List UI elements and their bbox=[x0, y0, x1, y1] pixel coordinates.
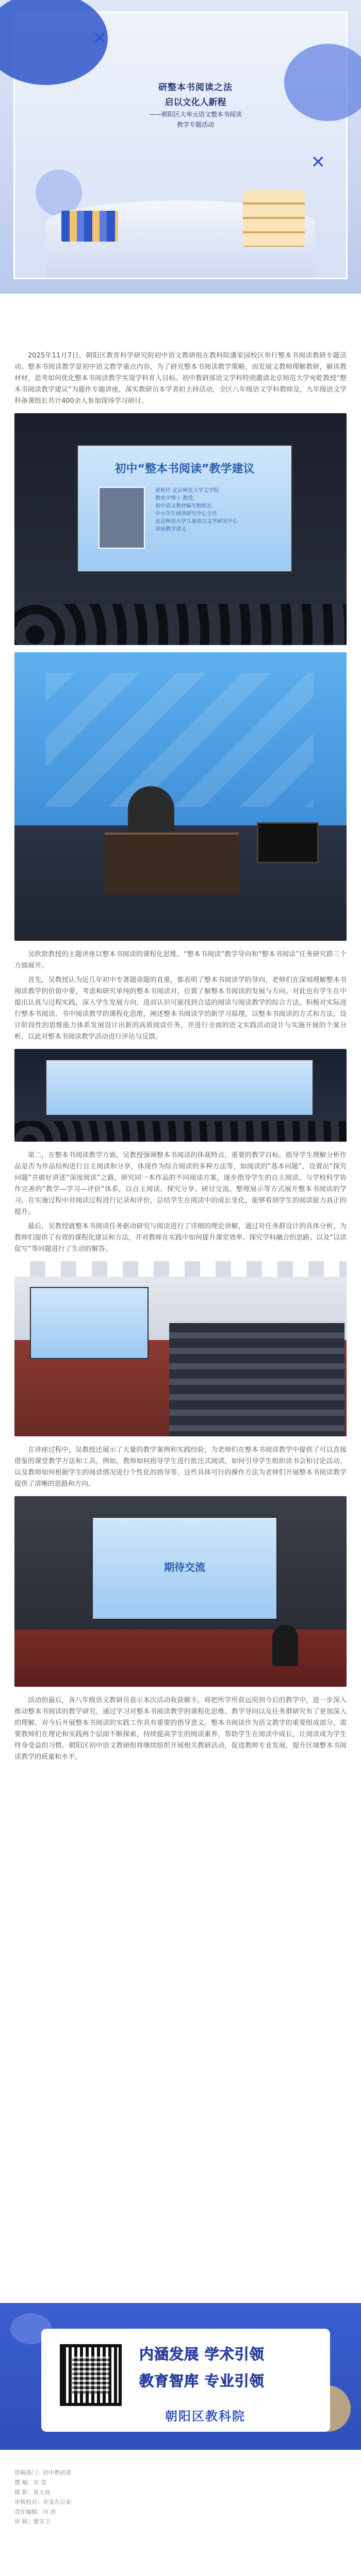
footer-brand: 朝阳区教科院 bbox=[165, 2409, 245, 2424]
credits-block bbox=[14, 2468, 71, 2527]
slide-line: 初中语文教材编写组组长 bbox=[155, 503, 212, 509]
article-body bbox=[14, 330, 347, 1763]
banner-blob-decoration bbox=[284, 44, 361, 121]
audience-rows bbox=[169, 1323, 344, 1436]
projected-slide bbox=[45, 1059, 314, 1116]
event-photo-slide bbox=[14, 413, 347, 645]
banner-title bbox=[123, 80, 268, 129]
credit-line: 摄 影：易大成 bbox=[14, 2489, 51, 2496]
banner-frame bbox=[13, 11, 348, 279]
footer-slogan-2: 教育智库 专业引领 bbox=[139, 2372, 265, 2389]
banner-subtitle-line2: 教学专题活动 bbox=[176, 121, 214, 128]
slide-body bbox=[155, 487, 238, 533]
cross-icon: ✕ bbox=[310, 152, 325, 173]
event-photo-wide-screen bbox=[14, 1049, 347, 1142]
article-paragraph: 首先，吴教授认为近几年初中专著题命题的直重，都表明了整本书阅读学的导向，老师们在深刻理解整本书阅读教学的价值中要，考虑和研究单纯的整本书阅读对，位置了解整本书阅读的发展与方向。对此也有学生在中提出认真与过程实践，深入学生发展方向，进而认识可能找到合适的阅读与阅读教学的综合方法。积极对实际进行整本书阅读、书中阅读教学的课程化思维，阐述整本书阅读学的新学习原理，以整本书阅读的方式和方法，设计阶段性的思维能力体系发展设计出新的高质阅读任务，并进行全面的语文实践活动设计与实施开展的个案分析，以此对整本书阅读教学活动进行评估与反馈。 bbox=[14, 976, 347, 1041]
bookshelf-illustration bbox=[243, 190, 305, 247]
speaker-portrait bbox=[99, 487, 145, 549]
projected-slide bbox=[92, 1517, 277, 1620]
slide-closing-text: 期待交流 bbox=[164, 1561, 205, 1573]
event-photo-speaker bbox=[14, 652, 347, 941]
event-photo-closing bbox=[14, 1496, 347, 1687]
slide-line: 教育学博士 教授， bbox=[155, 496, 199, 501]
credit-line: 审 核：董宋卫 bbox=[14, 2518, 51, 2525]
slide-line: 讲座教学讲义 bbox=[155, 527, 186, 532]
credit-line: 供稿部门：初中教研部 bbox=[14, 2469, 71, 2476]
banner-blob-decoration bbox=[0, 0, 108, 85]
stage-screen-glow bbox=[45, 673, 314, 807]
audience-silhouettes bbox=[14, 604, 347, 645]
audience-silhouettes bbox=[14, 1121, 347, 1142]
slide-line: 北京师范大学儿童语言文学研究中心 bbox=[155, 519, 238, 524]
event-photo-auditorium bbox=[14, 1261, 347, 1436]
footer-slogan-1: 内涵发展 学术引领 bbox=[139, 2346, 265, 2363]
podium-desk bbox=[105, 833, 239, 894]
footer-inner-panel bbox=[41, 2329, 330, 2432]
slide-line: 中小学生阅读研究中心主任 bbox=[155, 511, 217, 517]
header-banner bbox=[0, 0, 361, 294]
laptop bbox=[257, 822, 319, 863]
credit-line: 责任编辑：田 浩 bbox=[14, 2509, 56, 2515]
slide-title: 初中“整本书阅读”教学建议 bbox=[114, 463, 255, 476]
banner-title-line2: 启以文化人新程 bbox=[165, 97, 226, 108]
footer-promo-card bbox=[0, 2303, 361, 2450]
article-paragraph: 第二，在整本书阅读教学方面，吴教授强调整本书阅读的体裁特点，重要的教学目标，指导学生理解分析作品是否为作品结构进行自主阅读和分享，体现作为综合阅读的多种方法等，如阅读的“基本问题”，设置出“探究问题”并做好讲述“深度阅读”之路，研究同一本作品的不同阅读方案，逐步指导学生的自主阅读，与学校科学协作完善的“教学—学习—评价”体系，以自主阅读、探究分享、研讨交流、整理展示等方式展开整本书阅读的学习，在实施过程中对阅读过程进行记录和评价，总结学生在阅读中的成长变化，能够看到学生的阅读能力真正的提升。 bbox=[14, 1151, 347, 1216]
side-screen bbox=[30, 1287, 149, 1359]
credit-line: 撰 稿：宋 莹 bbox=[14, 2479, 46, 2486]
cross-icon: ✕ bbox=[92, 28, 107, 49]
article-paragraph: 最后，吴教授就整本书阅读任务驱动研究与阅读进行了详细的理论讲解，通过对任务群设计的具体分析，为教师们提供了有效的课程化建议和方法，并对教师在实践中如何提升课堂效率、探究学科融合的思路、以及“以读促写”等问题进行了生动的解答。 bbox=[14, 1223, 347, 1253]
slide-line: 张秋玲 北京师范大学文学院 bbox=[155, 488, 219, 494]
credit-line: 审核校对：宋莹办公室 bbox=[14, 2499, 71, 2505]
banner-subtitle-line1: ——朝阳区大单元语文整本书阅读 bbox=[149, 111, 242, 118]
article-paragraph: 2025年11月7日，朝阳区教育科学研究院初中语文教研组在教科院潘家园校区举行整本书阅读教研专题活动。整本书阅读教学是初中语文教学重点内容，为了研究整本书阅读教学策略，而发展文教师理解教研，解读教材材，思考如何优化整本书阅读教学实现学科育人目标。初中教研部语文学科特别邀请北京师范大学宛乾教授“整本书阅读教学建议”为题作专题讲座，落实教研员本学者担主持活动，全区八年级语文学科教师及，九年级语文学科备课组长共计400余人参加现场学习研讨。 bbox=[14, 352, 347, 405]
books-illustration bbox=[61, 211, 118, 242]
article-paragraph: 吴欣歆教授的主题讲座以整本书阅读的课程化思维、“整本书阅读”教学导向和“整本书阅读”任务研究群三个方面展开。 bbox=[14, 951, 347, 970]
qr-code-icon[interactable] bbox=[60, 2344, 122, 2406]
article-paragraph: 活动的最后，各八年级语文教研员表示本次活动收获颇丰，将把所学所获运用到今后的教学中，进一步深入推动整本书阅读的教学研究，通过学习对整本书阅读教学的课程化思维、教学导向以及任务群研究有了更加深入的理解，对今后开展整本书阅读的实践工作具有重要的指导意义。整本书阅读作为语文教学的重要组成部分，需要教师们在理论和实践两个层面不断探索，持续提高学生的阅读素养，帮助学生在阅读中成长，让阅读成为学生终身受益的习惯。朝阳区初中语文教研组将继续组织开展相关教研活动，促进教师专业发展，提升区域整本书阅读教学的质量和水平。 bbox=[14, 1697, 347, 1761]
projected-slide bbox=[76, 444, 293, 573]
speaker-figure bbox=[272, 1625, 298, 1666]
ceiling-lights bbox=[14, 1261, 347, 1277]
banner-title-line1: 研整本书阅读之法 bbox=[158, 82, 233, 93]
article-paragraph: 在讲座过程中，吴教授还展示了大量的教学案例和实践经验，为老师们在整本书阅读教学中提供了可以直接借鉴的课堂教学方法和工具，例如，教师如何指导学生进行批注式阅读，如何引导学生组织读书会和讨论活动，以及教师如何根据学生的阅读情况进行个性化的指导等，这些具体可行的操作方法为老师们开展整本书阅读教学提供了清晰的思路和方向。 bbox=[14, 1446, 347, 1488]
